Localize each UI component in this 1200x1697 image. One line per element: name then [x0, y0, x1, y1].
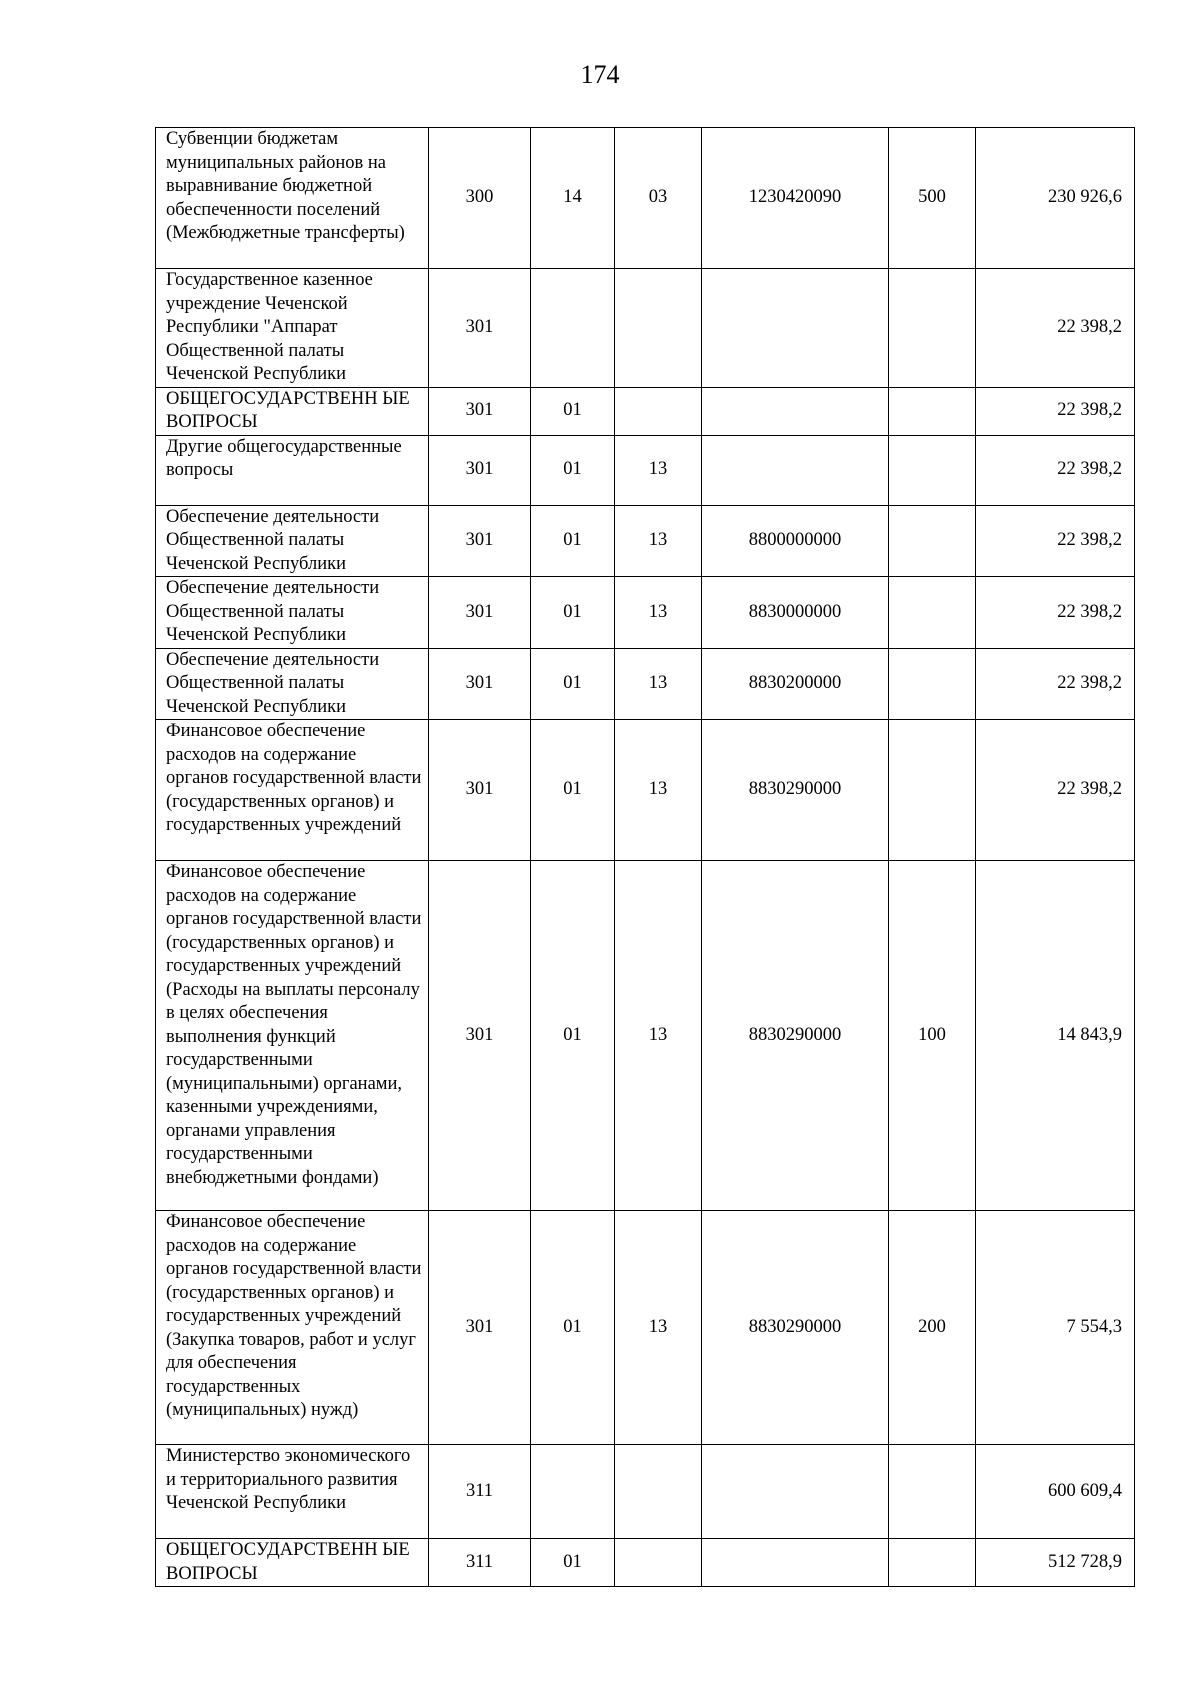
- table-row: [156, 1211, 1135, 1445]
- section-code: [531, 269, 615, 388]
- subsection-code: [615, 387, 702, 435]
- section-code: [531, 1445, 615, 1539]
- row-name: Министерство экономического и территориального развития Чеченской Республики: [156, 1445, 429, 1539]
- amount: 22 398,2: [976, 505, 1135, 577]
- ministry-code: 301: [429, 505, 531, 577]
- amount: 512 728,9: [976, 1539, 1135, 1587]
- section-code: 01: [531, 861, 615, 1211]
- amount: 7 554,3: [976, 1211, 1135, 1445]
- amount: 22 398,2: [976, 435, 1135, 505]
- expense-type-code: 500: [889, 128, 976, 269]
- target-article-code: 8830200000: [702, 648, 889, 720]
- ministry-code: 311: [429, 1445, 531, 1539]
- section-code: 01: [531, 435, 615, 505]
- row-name: Государственное казенное учреждение Чеченской Республики "Аппарат Общественной палаты Чеченской Республики: [156, 269, 429, 388]
- target-article-code: [702, 435, 889, 505]
- subsection-code: 13: [615, 720, 702, 861]
- expense-type-code: [889, 269, 976, 388]
- expense-type-code: [889, 1445, 976, 1539]
- subsection-code: 13: [615, 505, 702, 577]
- section-code: 01: [531, 720, 615, 861]
- ministry-code: 301: [429, 861, 531, 1211]
- subsection-code: [615, 1539, 702, 1587]
- row-name: Финансовое обеспечение расходов на содержание органов государственной власти (государственных органов) и государственных учреждений (Расходы на выплаты персоналу в целях обеспечения выполнения функций государственными (муниципальными) органами, казенными учреждениями, органами управления государственными внебюджетными фондами): [156, 861, 429, 1211]
- target-article-code: 8830000000: [702, 577, 889, 649]
- subsection-code: [615, 269, 702, 388]
- section-code: 01: [531, 648, 615, 720]
- row-name: ОБЩЕГОСУДАРСТВЕНН ЫЕ ВОПРОСЫ: [156, 387, 429, 435]
- ministry-code: 300: [429, 128, 531, 269]
- subsection-code: 13: [615, 435, 702, 505]
- budget-table: [155, 127, 1135, 1587]
- expense-type-code: [889, 435, 976, 505]
- amount: 230 926,6: [976, 128, 1135, 269]
- amount: 22 398,2: [976, 577, 1135, 649]
- table-row: [156, 1539, 1135, 1587]
- target-article-code: [702, 1539, 889, 1587]
- table-row: [156, 387, 1135, 435]
- target-article-code: [702, 1445, 889, 1539]
- ministry-code: 301: [429, 435, 531, 505]
- table-row: [156, 505, 1135, 577]
- page-number: 174: [580, 60, 620, 89]
- table-row: [156, 269, 1135, 388]
- subsection-code: 03: [615, 128, 702, 269]
- ministry-code: 301: [429, 269, 531, 388]
- table-row: [156, 861, 1135, 1211]
- subsection-code: 13: [615, 1211, 702, 1445]
- expense-type-code: [889, 577, 976, 649]
- expense-type-code: [889, 648, 976, 720]
- row-name: Обеспечение деятельности Общественной палаты Чеченской Республики: [156, 505, 429, 577]
- expense-type-code: [889, 505, 976, 577]
- amount: 22 398,2: [976, 720, 1135, 861]
- amount: 600 609,4: [976, 1445, 1135, 1539]
- table-row: [156, 435, 1135, 505]
- amount: 22 398,2: [976, 648, 1135, 720]
- row-name: Финансовое обеспечение расходов на содержание органов государственной власти (государственных органов) и государственных учреждений (Закупка товаров, работ и услуг для обеспечения государственных (муниципальных) нужд): [156, 1211, 429, 1445]
- table-row: [156, 1445, 1135, 1539]
- ministry-code: 311: [429, 1539, 531, 1587]
- amount: 14 843,9: [976, 861, 1135, 1211]
- amount: 22 398,2: [976, 387, 1135, 435]
- row-name: Другие общегосударственные вопросы: [156, 435, 429, 505]
- expense-type-code: [889, 1539, 976, 1587]
- ministry-code: 301: [429, 577, 531, 649]
- section-code: 01: [531, 387, 615, 435]
- expense-type-code: [889, 720, 976, 861]
- subsection-code: 13: [615, 861, 702, 1211]
- target-article-code: 1230420090: [702, 128, 889, 269]
- target-article-code: [702, 387, 889, 435]
- ministry-code: 301: [429, 1211, 531, 1445]
- ministry-code: 301: [429, 648, 531, 720]
- target-article-code: [702, 269, 889, 388]
- section-code: 01: [531, 577, 615, 649]
- target-article-code: 8830290000: [702, 1211, 889, 1445]
- target-article-code: 8830290000: [702, 720, 889, 861]
- section-code: 01: [531, 505, 615, 577]
- row-name: ОБЩЕГОСУДАРСТВЕНН ЫЕ ВОПРОСЫ: [156, 1539, 429, 1587]
- section-code: 01: [531, 1211, 615, 1445]
- section-code: 14: [531, 128, 615, 269]
- target-article-code: 8800000000: [702, 505, 889, 577]
- table-row: [156, 577, 1135, 649]
- expense-type-code: 200: [889, 1211, 976, 1445]
- ministry-code: 301: [429, 720, 531, 861]
- table-row: [156, 648, 1135, 720]
- row-name: Финансовое обеспечение расходов на содержание органов государственной власти (государственных органов) и государственных учреждений: [156, 720, 429, 861]
- section-code: 01: [531, 1539, 615, 1587]
- ministry-code: 301: [429, 387, 531, 435]
- table-row: [156, 128, 1135, 269]
- expense-type-code: 100: [889, 861, 976, 1211]
- table-row: [156, 720, 1135, 861]
- target-article-code: 8830290000: [702, 861, 889, 1211]
- amount: 22 398,2: [976, 269, 1135, 388]
- expense-type-code: [889, 387, 976, 435]
- subsection-code: [615, 1445, 702, 1539]
- row-name: Обеспечение деятельности Общественной палаты Чеченской Республики: [156, 577, 429, 649]
- subsection-code: 13: [615, 577, 702, 649]
- row-name: Обеспечение деятельности Общественной палаты Чеченской Республики: [156, 648, 429, 720]
- subsection-code: 13: [615, 648, 702, 720]
- row-name: Субвенции бюджетам муниципальных районов на выравнивание бюджетной обеспеченности поселений (Межбюджетные трансферты): [156, 128, 429, 269]
